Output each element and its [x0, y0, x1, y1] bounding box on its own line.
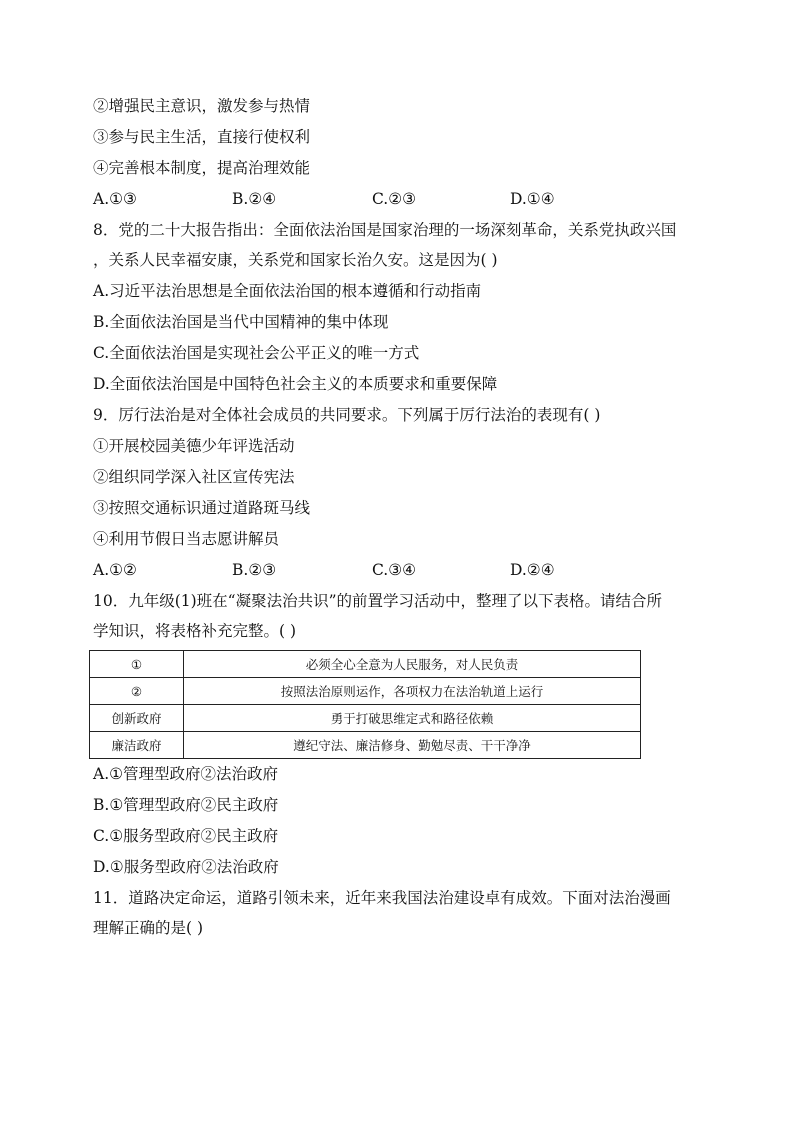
- q9-option-d[interactable]: D.②④: [510, 561, 555, 579]
- q9-item-3: ③按照交通标识通过道路斑马线: [93, 499, 311, 517]
- q7-options: [93, 189, 693, 209]
- q10-option-a[interactable]: A.①管理型政府②法治政府: [93, 765, 279, 783]
- table-cell: 勇于打破思维定式和路径依赖: [184, 705, 641, 732]
- table-cell: 遵纪守法、廉洁修身、勤勉尽责、干干净净: [184, 732, 641, 759]
- q9-item-4: ④利用节假日当志愿讲解员: [93, 530, 280, 548]
- table-cell: 创新政府: [90, 705, 184, 732]
- q7-item-3: ③参与民主生活，直接行使权利: [93, 128, 311, 146]
- q9-item-1: ①开展校园美德少年评选活动: [93, 437, 295, 455]
- q9-options: [93, 560, 693, 580]
- q11-stem-line1: 11．道路决定命运，道路引领未来，近年来我国法治建设卓有成效。下面对法治漫画: [93, 889, 671, 907]
- q10-option-b[interactable]: B.①管理型政府②民主政府: [93, 796, 279, 814]
- q8-stem-line2: ，关系人民幸福安康，关系党和国家长治久安。这是因为( ): [93, 251, 498, 269]
- table-cell: 按照法治原则运作，各项权力在法治轨道上运行: [184, 678, 641, 705]
- q7-item-2: ②增强民主意识，激发参与热情: [93, 97, 311, 115]
- q8-option-d[interactable]: D.全面依法治国是中国特色社会主义的本质要求和重要保障: [93, 375, 498, 393]
- q8-option-c[interactable]: C.全面依法治国是实现社会公平正义的唯一方式: [93, 344, 420, 362]
- q9-option-a[interactable]: A.①②: [93, 561, 137, 579]
- table-cell: 必须全心全意为人民服务，对人民负责: [184, 651, 641, 678]
- q10-option-d[interactable]: D.①服务型政府②法治政府: [93, 858, 279, 876]
- table-row: [90, 732, 641, 759]
- q9-option-c[interactable]: C.③④: [372, 561, 417, 579]
- table-row: [90, 705, 641, 732]
- table-cell: 廉洁政府: [90, 732, 184, 759]
- q10-table: [89, 650, 641, 759]
- table-row: [90, 651, 641, 678]
- q10-stem-line1: 10．九年级(1)班在“凝聚法治共识”的前置学习活动中，整理了以下表格。请结合所: [93, 592, 663, 610]
- q8-option-a[interactable]: A.习近平法治思想是全面依法治国的根本遵循和行动指南: [93, 282, 482, 300]
- table-cell: ①: [90, 651, 184, 678]
- q9-stem: 9．厉行法治是对全体社会成员的共同要求。下列属于厉行法治的表现有( ): [93, 406, 601, 424]
- q8-stem-line1: 8．党的二十大报告指出：全面依法治国是国家治理的一场深刻革命，关系党执政兴国: [93, 221, 677, 239]
- table-row: [90, 678, 641, 705]
- q10-stem-line2: 学知识，将表格补充完整。( ): [93, 622, 297, 640]
- q7-item-4: ④完善根本制度，提高治理效能: [93, 159, 311, 177]
- q7-option-d[interactable]: D.①④: [510, 190, 555, 208]
- table-cell: ②: [90, 678, 184, 705]
- q8-option-b[interactable]: B.全面依法治国是当代中国精神的集中体现: [93, 313, 389, 331]
- q7-option-b[interactable]: B.②④: [232, 190, 277, 208]
- q11-stem-line2: 理解正确的是( ): [93, 919, 204, 937]
- q9-option-b[interactable]: B.②③: [232, 561, 277, 579]
- q7-option-a[interactable]: A.①③: [93, 190, 137, 208]
- q9-item-2: ②组织同学深入社区宣传宪法: [93, 468, 295, 486]
- q7-option-c[interactable]: C.②③: [372, 190, 417, 208]
- q10-option-c[interactable]: C.①服务型政府②民主政府: [93, 827, 279, 845]
